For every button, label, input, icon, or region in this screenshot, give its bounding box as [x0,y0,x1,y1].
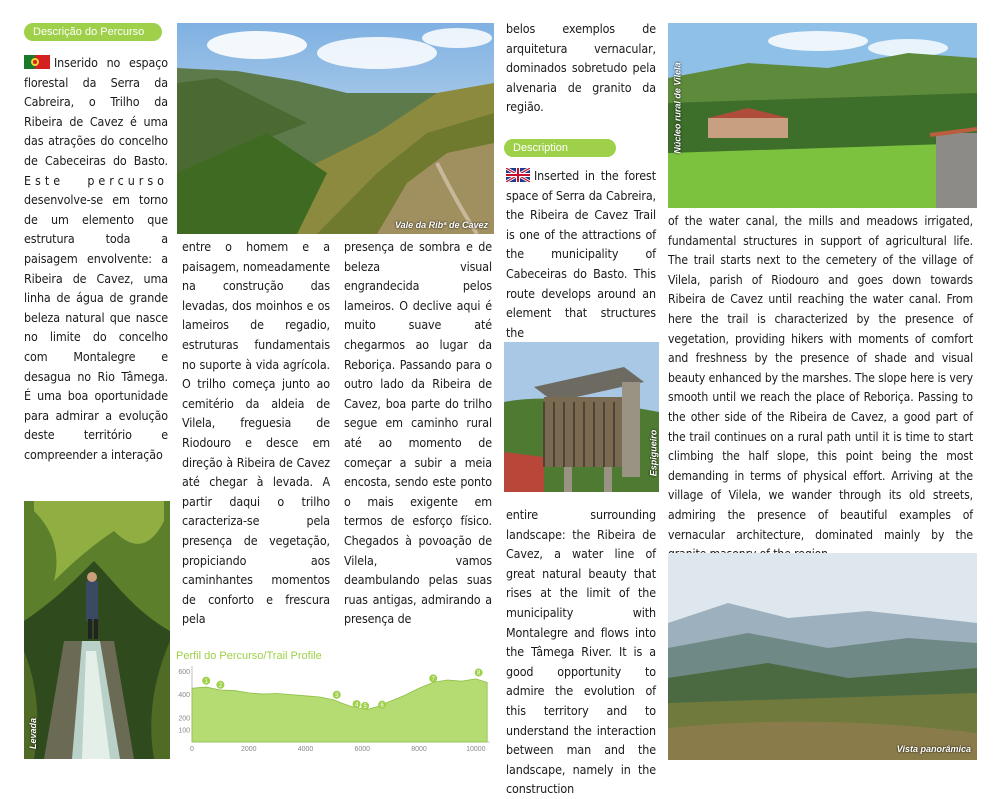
waypoint-label: 3 [335,692,339,699]
body-en-3: of the water canal, the mills and meadows irrigated, fundamental structures in support of agricultural life. The trail starts next to the cemetery of the village of Vilela, parish of Riodouro and goes down towards Ribeira de Cavez until reaching the water canal. From here the trail is characterized by the presence of vegetation, providing hikers with moments of comfort and freshness by the presence of shade and visual beauty enhanced by the marshes. The slope here is very smooth until we reach the place of Reboriça. Passing to the other side of the Ribeira de Cavez, a good part of the trail continues on a rural path until it is time to start climbing the half slope, this point being the most demanding in terms of physical effort. Arriving at the village of Vilela, we wander through its old streets, admiring the presence of beautiful examples of vernacular architecture, dominated mainly by the [668,214,973,542]
caption-panorama: Vista panorâmica [896,744,971,754]
y-tick-label: 400 [178,692,190,700]
x-tick-label: 10000 [466,746,486,753]
body-pt-3: presença de sombra e de beleza visual engrandecida pelos lameiros. O declive aqui é muito suave até chegarmos ao lugar da Reboriça. Passando para o outro lado da Ribeira de Cavez, boa parte do trilho segue em caminho rural até ao momento de começar a subir a meia encosta, sendo este ponto o mais exigente em termos de esforço físico. Chegados à povoação de Vilela, vamos deambulando pelas suas ruas antigas, admirando a presença de [344,239,492,627]
levada-image [24,501,170,759]
waypoint-label: 2 [218,683,223,689]
profile-area [192,676,487,742]
text-col-pt-3 [344,237,492,629]
section-label-pt: Descrição do Percurso [24,23,162,41]
section-label-en: Description [504,139,616,157]
y-tick-label: 600 [178,668,190,676]
profile-svg [174,662,494,762]
text-col-en-1 [506,166,656,342]
caption-levada: Levada [28,717,38,749]
x-tick-label: 4000 [297,746,314,753]
text-col-en-2 [506,505,656,799]
y-tick-label: 100 [178,727,190,735]
body-en-2: entire surrounding landscape: the Ribeira de Cavez, a water line of great natural beauty that rises at the limit of the municipality with Montalegre and flows into the Tâmega River. It is a good opportunity to admire the evolution of this territory and to understand the interaction between man and the landscape, namely in the construction [506,507,656,797]
espigueiro-image [504,342,659,492]
trail-profile-chart [174,648,494,760]
x-tick-label: 6000 [354,746,371,753]
waypoint-label: 8 [476,670,481,677]
x-tick-label: 8000 [411,746,427,753]
text-col-pt-4 [506,19,656,117]
body-pt-1: desenvolve-se em torno de um elemento que estrutura toda a paisagem envolvente: a Ribeira de Cavez, uma linha de água de grande beleza natural que nasce no limite do concelho com Montalegre e desagua no Rio Tâmega. É uma boa oportunidade para admirar a evolução deste território e compreender a interação [24,192,168,462]
intro-pt-spaced: Este percurso [24,172,168,188]
caption-valley: Vale da Ribª de Cavez [394,220,488,230]
levada-photo [24,501,170,759]
text-col-en-3 [668,212,973,565]
caption-espigueiro: Espigueiro [648,429,659,477]
waypoint-label: 6 [380,702,384,709]
panorama-image [668,553,977,760]
body-pt-2: entre o homem e a paisagem, nomeadamente na construção das levadas, dos moinhos e os lameiros de regadio, estruturas fundamentais no suporte à vida agrícola. O trilho começa junto ao cemitério da aldeia de Vilela, freguesia de Riodouro e desce em direção à Ribeira de Cavez até chegar à levada. A partir daqui o trilho caracteriza-se pela presença de vegetação, propiciando aos caminhantes momentos de conforto e frescura pela [182,239,330,627]
text-col-pt-2 [182,237,330,629]
waypoint-label: 7 [431,676,435,683]
x-tick-label: 2000 [240,746,257,753]
y-tick-label: 200 [178,715,190,723]
rural-image [668,23,977,208]
valley-image [177,23,494,234]
waypoint-label: 1 [204,678,208,685]
uk-flag-icon [506,168,530,182]
portugal-flag-icon [24,55,50,69]
espigueiro-photo [504,342,659,492]
waypoint-label: 5 [363,704,367,711]
intro-en: Inserted in the forest space of Serra da Cabreira, the Ribeira de Cavez Trail is one of the attractions of the municipality of Cabeceiras do Basto. This route develops around an element that structures the [506,168,656,340]
valley-photo [177,23,494,234]
caption-rural: Núcleo rural de Vilela [672,62,683,154]
panorama-photo [668,553,977,760]
x-tick-label: 0 [190,746,194,753]
intro-pt: Inserido no espaço florestal da Serra da Cabreira, o Trilho da Ribeira de Cavez é uma das atrações do concelho de Cabeceiras do Basto. [24,55,168,168]
chart-title: Perfil do Percurso/Trail Profile [176,650,322,662]
body-pt-4: belos exemplos de arquitetura vernacular, dominados sobretudo pela alvenaria de granito da região. [506,21,656,115]
rural-photo [668,23,977,208]
waypoint-label: 4 [354,702,359,709]
text-col-pt-1 [24,53,168,464]
